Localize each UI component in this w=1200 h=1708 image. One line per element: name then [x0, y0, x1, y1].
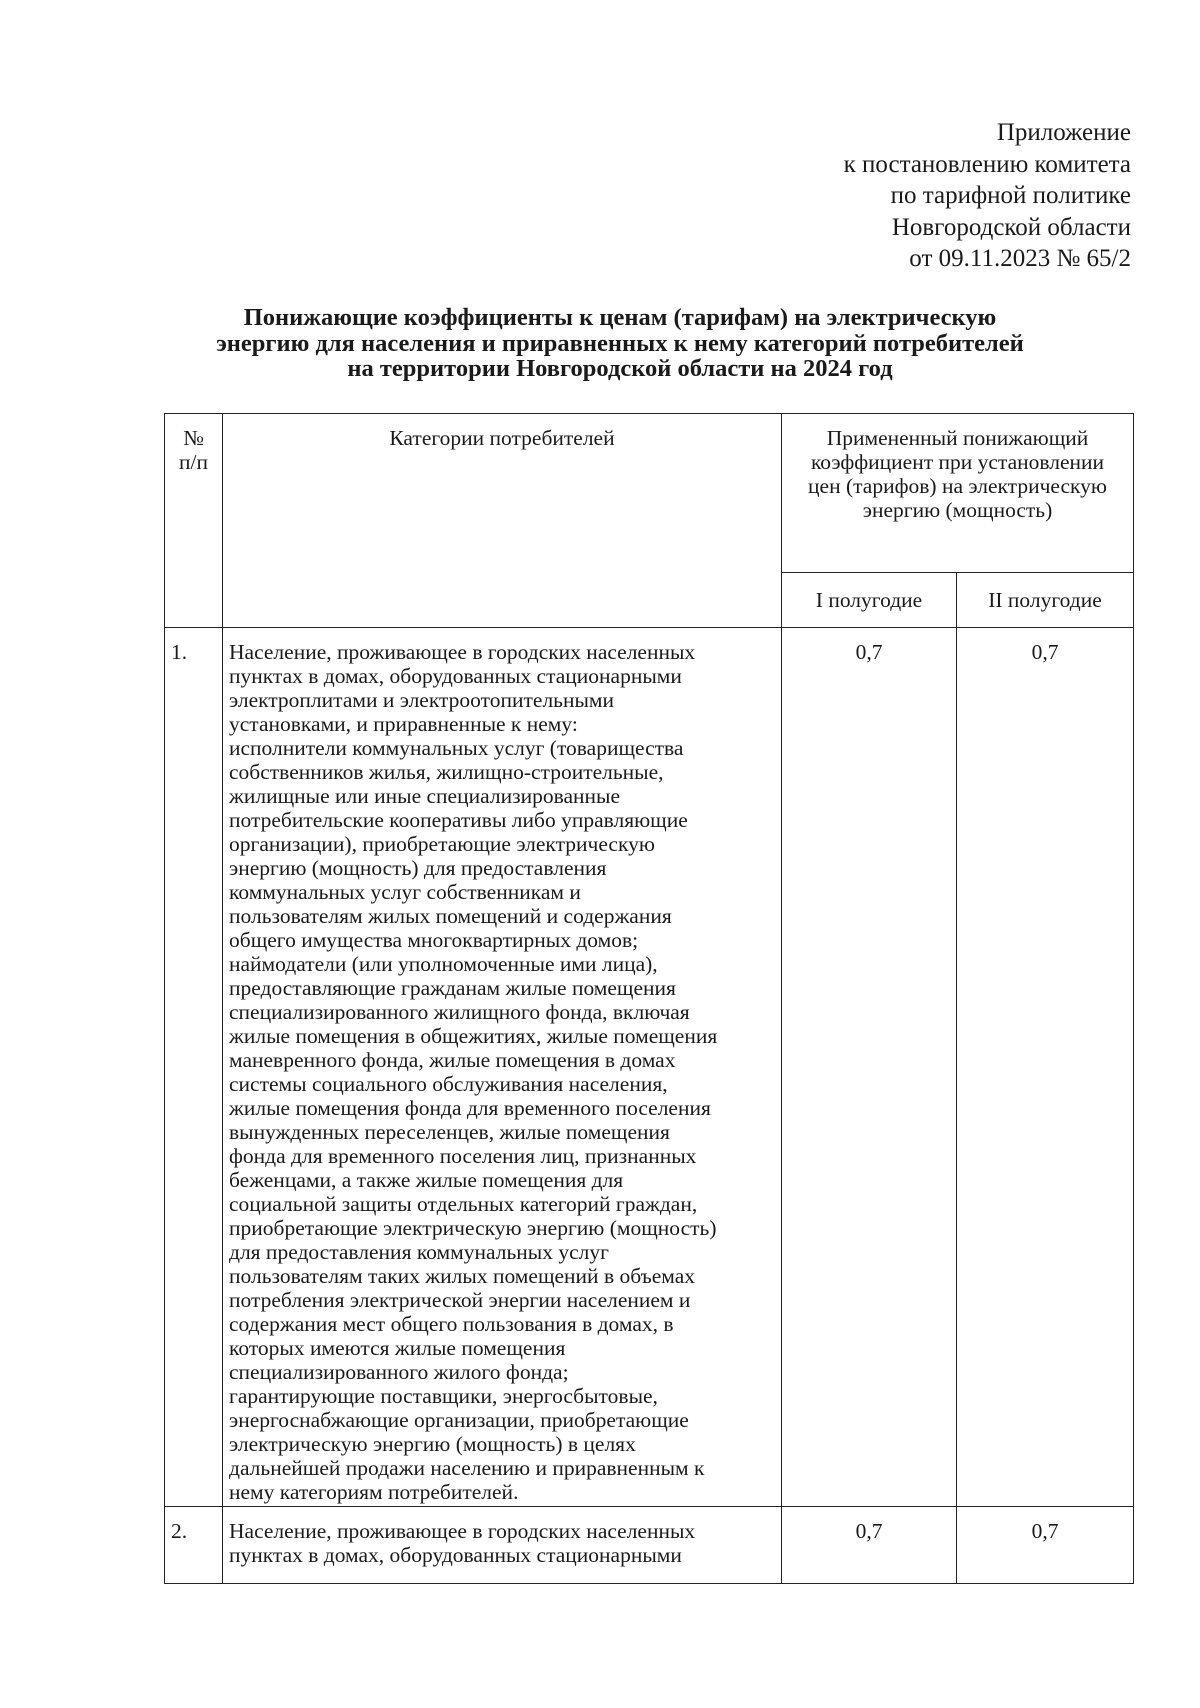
category-text-line: предоставляющие гражданам жилые помещения — [229, 976, 676, 1000]
category-text-line: фонда для временного поселения лиц, признанных — [229, 1144, 697, 1168]
coefficients-table — [164, 413, 1134, 1584]
approval-line: по тарифной политике — [890, 182, 1131, 209]
category-text-line: пользователям жилых помещений и содержания — [229, 904, 672, 928]
category-text-line: электроплитами и электроотопительными — [229, 688, 615, 712]
header-coefficient — [782, 414, 1134, 573]
category-text-line: общего имущества многоквартирных домов; — [229, 928, 639, 952]
category-text-line: энергию (мощность) для предоставления — [229, 856, 607, 880]
row-half1-value: 0,7 — [782, 1507, 957, 1584]
category-text-line: жилищные или иные специализированные — [229, 784, 620, 808]
category-text-line: приобретающие электрическую энергию (мощность) — [229, 1216, 717, 1240]
category-text-line: дальнейшей продажи населению и приравненным к — [229, 1456, 705, 1480]
category-text-line: беженцами, а также жилые помещения для — [229, 1168, 624, 1192]
category-text-line: электрическую энергию (мощность) в целях — [229, 1432, 636, 1456]
approval-line: от 09.11.2023 № 65/2 — [909, 245, 1131, 272]
approval-line: к постановлению комитета — [843, 150, 1131, 178]
category-text-line: системы социального обслуживания населения, — [229, 1072, 668, 1096]
header-number — [165, 414, 223, 628]
table-row — [165, 628, 1134, 1507]
title-line: энергию для населения и приравненных к нему категорий потребителей — [216, 329, 1024, 357]
header-coefficient-line: коэффициент при установлении — [810, 450, 1105, 474]
category-text-line: специализированного жилищного фонда, включая — [229, 1000, 690, 1024]
row-half1-value: 0,7 — [782, 628, 957, 1507]
category-text-line: коммунальных услуг собственникам и — [229, 880, 581, 904]
category-text-line: установками, и приравненные к нему: — [229, 712, 578, 736]
category-text-line: пунктах в домах, оборудованных стационарными — [229, 1543, 682, 1567]
header-category: Категории потребителей — [223, 414, 782, 628]
category-text-line: организации), приобретающие электрическую — [229, 832, 655, 856]
category-text-line: собственников жилья, жилищно-строительные, — [229, 760, 664, 784]
header-coefficient-line: цен (тарифов) на электрическую — [808, 474, 1107, 498]
row-number: 2. — [165, 1507, 223, 1584]
category-text-line: содержания мест общего пользования в домах, в — [229, 1312, 674, 1336]
approval-line: Новгородской области — [891, 213, 1131, 241]
category-text-line: исполнители коммунальных услуг (товарищества — [229, 736, 684, 760]
category-text-line: жилые помещения фонда для временного поселения — [229, 1096, 711, 1120]
row-half2-value: 0,7 — [957, 628, 1134, 1507]
row-category — [223, 628, 782, 1507]
category-text-line: наймодатели (или уполномоченные ими лица), — [229, 952, 658, 976]
table-row — [165, 1507, 1134, 1584]
category-text-line: для предоставления коммунальных услуг — [229, 1240, 609, 1264]
header-coefficient-line: Примененный понижающий — [826, 426, 1089, 450]
row-number: 1. — [165, 628, 223, 1507]
approval-line: Приложение — [996, 119, 1131, 146]
header-half2: II полугодие — [957, 573, 1134, 628]
header-number-line: п/п — [179, 450, 208, 474]
category-text-line: гарантирующие поставщики, энергосбытовые, — [229, 1384, 658, 1408]
header-coefficient-line: энергию (мощность) — [862, 498, 1053, 522]
category-text-line: которых имеются жилые помещения — [229, 1336, 566, 1360]
category-text-line: пользователям таких жилых помещений в объемах — [229, 1264, 696, 1288]
category-text-line: потребления электрической энергии населением и — [229, 1288, 691, 1312]
category-text-line: вынужденных переселенцев, жилые помещения — [229, 1120, 670, 1144]
category-text-line: потребительские кооперативы либо управляющие — [229, 808, 688, 832]
document-title — [150, 305, 1090, 382]
title-line: на территории Новгородской области на 2024 год — [347, 355, 893, 382]
category-text-line: жилые помещения в общежитиях, жилые помещения — [229, 1024, 718, 1048]
row-category — [223, 1507, 782, 1584]
approval-block — [844, 117, 1131, 275]
row-half2-value: 0,7 — [957, 1507, 1134, 1584]
category-text-line: энергоснабжающие организации, приобретающие — [229, 1408, 689, 1432]
category-text-line: Население, проживающее в городских населенных — [229, 640, 696, 664]
header-half1: I полугодие — [782, 573, 957, 628]
category-text-line: социальной защиты отдельных категорий граждан, — [229, 1192, 698, 1216]
category-text-line: нему категориям потребителей. — [229, 1480, 519, 1504]
title-line: Понижающие коэффициенты к ценам (тарифам) на электрическую — [243, 304, 997, 331]
category-text-line: маневренного фонда, жилые помещения в домах — [229, 1048, 676, 1072]
category-text-line: Население, проживающее в городских населенных — [229, 1519, 696, 1543]
table-header-row — [165, 414, 1134, 573]
category-text-line: специализированного жилого фонда; — [229, 1360, 569, 1384]
header-number-line: № — [183, 426, 204, 450]
category-text-line: пунктах в домах, оборудованных стационарными — [229, 664, 682, 688]
